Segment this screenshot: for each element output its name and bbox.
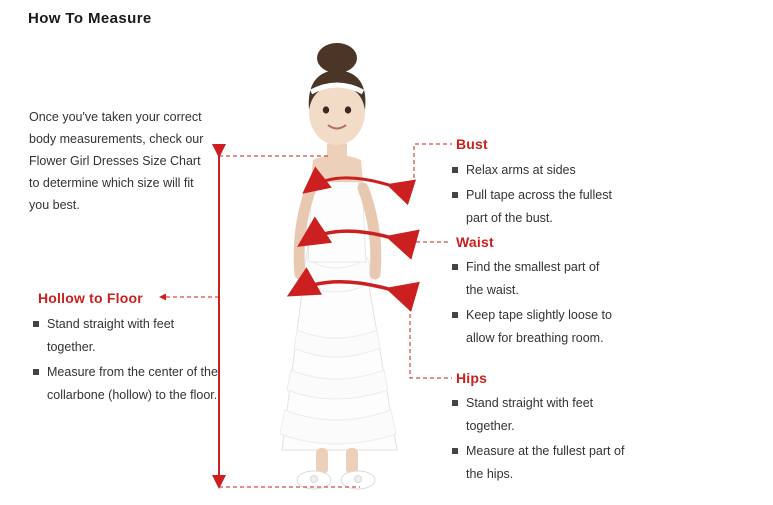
list-item-label: Measure from the center of the collarbone (hollow) to the floor. — [47, 365, 218, 402]
list-item-label: Pull tape across the fullest part of the bust. — [466, 188, 612, 225]
list-item-label: Keep tape slightly loose to allow for breathing room. — [466, 308, 612, 345]
bullet-square-icon — [452, 167, 458, 173]
section-heading-hips: Hips — [456, 370, 488, 386]
intro-paragraph: Once you've taken your correct body measurements, check our Flower Girl Dresses Size Chart to determine which size will fit you best. — [29, 110, 204, 212]
list-item-label: Relax arms at sides — [466, 163, 576, 177]
section-heading-waist: Waist — [456, 234, 494, 250]
bullet-square-icon — [452, 264, 458, 270]
section-bullets-hips — [452, 392, 627, 488]
bullet-square-icon — [33, 369, 39, 375]
list-item-label: Find the smallest part of the waist. — [466, 260, 600, 297]
model-photo — [212, 30, 462, 500]
list-item — [452, 184, 632, 230]
section-bullets-waist — [452, 256, 617, 352]
bullet-square-icon — [452, 192, 458, 198]
section-heading-bust: Bust — [456, 136, 488, 152]
list-item — [452, 256, 617, 302]
section-bullets-hollow-to-floor — [33, 313, 218, 409]
list-item-label: Measure at the fullest part of the hips. — [466, 444, 625, 481]
list-item — [33, 361, 218, 407]
list-item — [452, 392, 627, 438]
bullet-square-icon — [452, 312, 458, 318]
bullet-square-icon — [452, 400, 458, 406]
list-item-label: Stand straight with feet together. — [466, 396, 594, 433]
section-heading-hollow-to-floor: Hollow to Floor — [38, 290, 143, 306]
section-bullets-bust — [452, 159, 632, 232]
list-item — [452, 304, 617, 350]
list-item — [452, 159, 632, 182]
model-illustration — [212, 30, 462, 500]
bullet-square-icon — [33, 321, 39, 327]
list-item — [452, 440, 627, 486]
page-title: How To Measure — [28, 10, 152, 27]
list-item — [33, 313, 218, 359]
list-item-label: Stand straight with feet together. — [47, 317, 175, 354]
bullet-square-icon — [452, 448, 458, 454]
